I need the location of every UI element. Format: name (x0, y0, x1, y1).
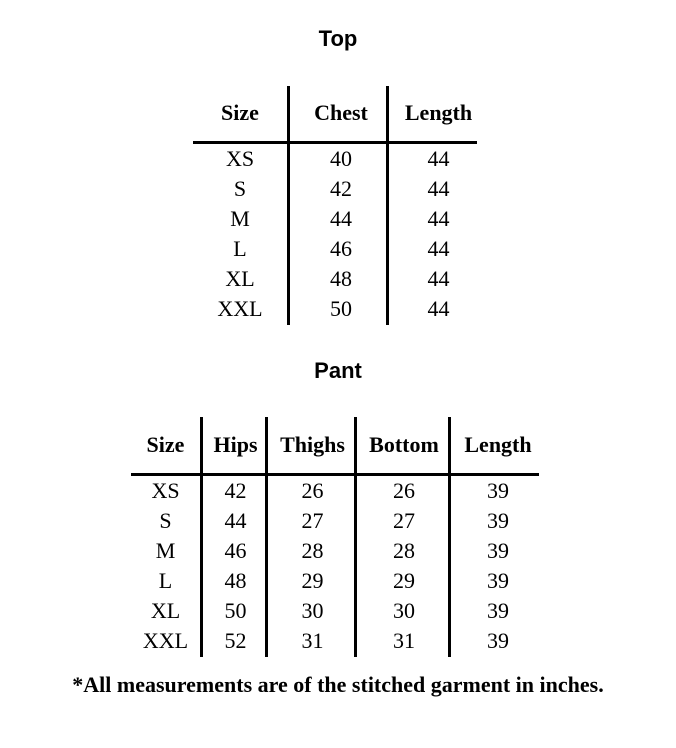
measurement-value: 42 (330, 176, 352, 201)
measurement-value: 29 (301, 568, 324, 593)
measurement-value: 31 (393, 628, 415, 653)
measurement-value: 27 (393, 508, 415, 533)
size-label: S (233, 176, 247, 201)
measurement-value: 27 (301, 508, 324, 533)
measurement-value: 39 (487, 568, 509, 593)
column-header: Hips (213, 432, 258, 457)
column-header: Bottom (369, 432, 439, 457)
measurement-value: 48 (224, 568, 247, 593)
size-label: XXL (217, 296, 263, 321)
footnote: *All measurements are of the stitched garment in inches. (72, 672, 604, 697)
measurement-value: 44 (427, 236, 450, 261)
measurement-value: 28 (393, 538, 415, 563)
measurement-value: 44 (427, 176, 450, 201)
measurement-value: 39 (487, 598, 509, 623)
measurement-value: 26 (393, 478, 415, 503)
measurement-value: 30 (301, 598, 324, 623)
top-title: Top (318, 26, 358, 51)
size-label: XXL (142, 628, 189, 653)
measurement-value: 39 (487, 538, 509, 563)
measurement-value: 50 (224, 598, 247, 623)
measurement-value: 48 (330, 266, 352, 291)
measurement-value: 44 (427, 206, 450, 231)
size-label: S (159, 508, 172, 533)
column-header: Length (464, 432, 532, 457)
size-label: M (230, 206, 250, 231)
column-header: Length (404, 100, 473, 125)
measurement-value: 40 (330, 146, 352, 171)
size-label: XS (151, 478, 180, 503)
measurement-value: 46 (330, 236, 352, 261)
measurement-value: 39 (487, 478, 509, 503)
column-header: Size (221, 100, 259, 125)
column-header: Size (146, 432, 185, 457)
measurement-value: 52 (224, 628, 247, 653)
size-label: XS (225, 146, 255, 171)
measurement-value: 39 (487, 628, 509, 653)
measurement-value: 39 (487, 508, 509, 533)
measurement-value: 46 (224, 538, 247, 563)
measurement-value: 29 (393, 568, 415, 593)
size-label: M (155, 538, 176, 563)
measurement-value: 44 (427, 266, 450, 291)
size-label: L (233, 236, 247, 261)
measurement-value: 31 (301, 628, 324, 653)
size-label: L (158, 568, 173, 593)
size-label: XL (225, 266, 255, 291)
measurement-value: 44 (427, 296, 450, 321)
measurement-value: 44 (224, 508, 247, 533)
measurement-value: 44 (427, 146, 450, 171)
measurement-value: 30 (393, 598, 415, 623)
measurement-value: 26 (301, 478, 324, 503)
measurement-value: 50 (330, 296, 352, 321)
pant-title: Pant (314, 358, 362, 383)
column-header: Thighs (280, 432, 345, 457)
measurement-value: 42 (224, 478, 247, 503)
column-header: Chest (314, 100, 368, 125)
measurement-value: 28 (301, 538, 324, 563)
size-label: XL (150, 598, 181, 623)
measurement-value: 44 (330, 206, 352, 231)
